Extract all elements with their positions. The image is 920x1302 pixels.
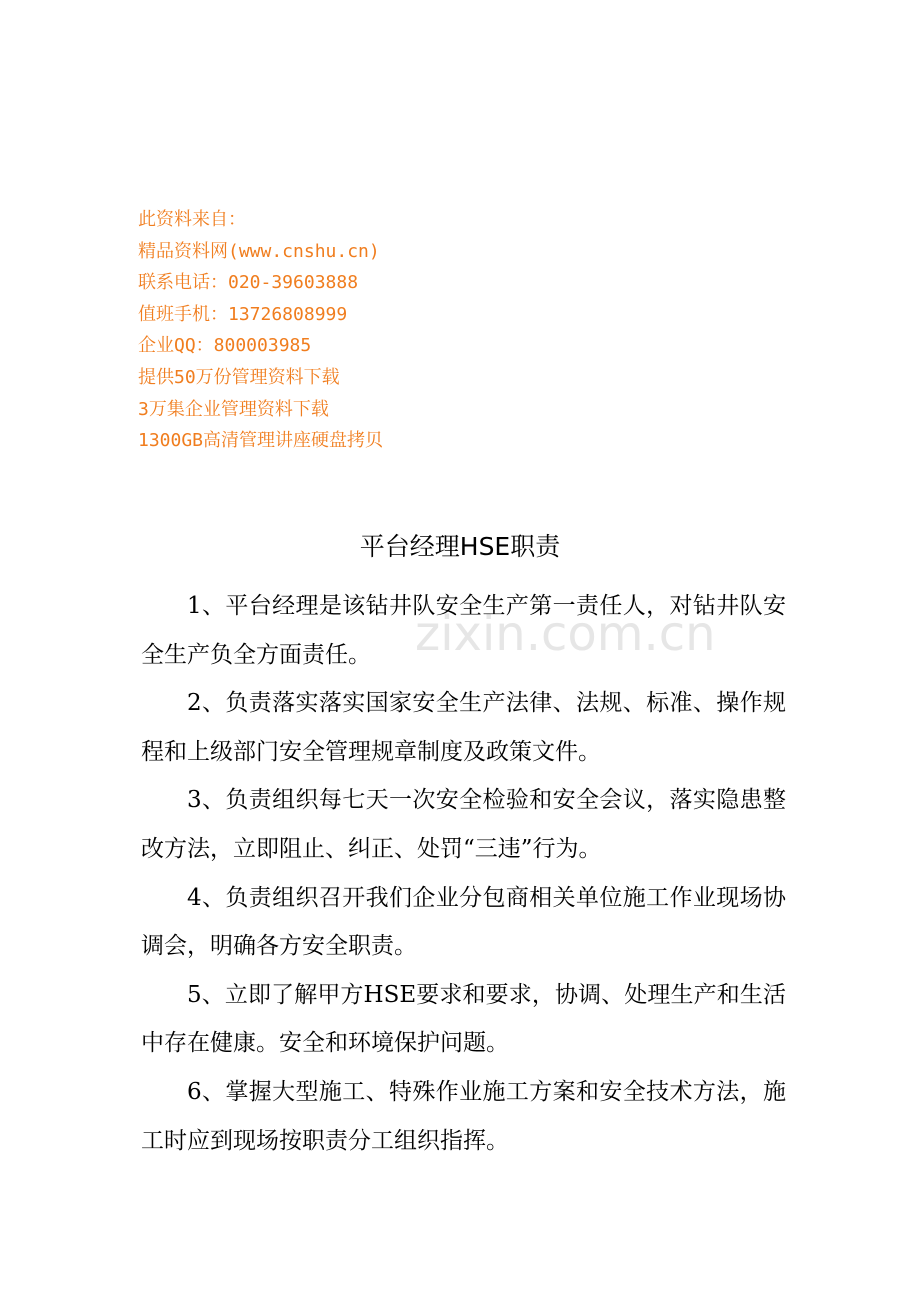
promo-line-mobile: 值班手机：13726808999 xyxy=(138,303,348,325)
promo-block xyxy=(138,204,383,457)
promo-line-source: 此资料来自： xyxy=(138,209,246,230)
promo-line-downloads: 提供50万份管理资料下载 xyxy=(138,366,340,388)
promo-line-lectures: 1300GB高清管理讲座硬盘拷贝 xyxy=(138,430,384,452)
duty-paragraph-4: 4、负责组织召开我们企业分包商相关单位施工作业现场协调会，明确各方安全职责。 xyxy=(141,884,786,960)
promo-line-website: 精品资料网(www.cnshu.cn) xyxy=(138,240,380,262)
promo-line-qq: 企业QQ：800003985 xyxy=(138,335,312,357)
promo-line-phone: 联系电话：020-39603888 xyxy=(138,272,359,294)
duty-paragraph-2: 2、负责落实落实国家安全生产法律、法规、标准、操作规程和上级部门安全管理规章制度及政策文件。 xyxy=(141,690,786,765)
duty-paragraph-3: 3、负责组织每七天一次安全检验和安全会议，落实隐患整改方法，立即阻止、纠正、处罚“三违”行为。 xyxy=(141,787,786,862)
duty-paragraph-1: 1、平台经理是该钻井队安全生产第一责任人，对钻井队安全生产负全方面责任。 xyxy=(141,593,786,668)
duty-paragraph-5: 5、立即了解甲方HSE要求和要求，协调、处理生产和生活中存在健康。安全和环境保护问题。 xyxy=(141,981,786,1057)
watermark: zixin.com.cn xyxy=(415,606,716,662)
promo-line-videos: 3万集企业管理资料下载 xyxy=(138,398,329,420)
document-title: 平台经理HSE职责 xyxy=(359,532,561,561)
document-body xyxy=(141,582,786,1165)
duty-paragraph-6: 6、掌握大型施工、特殊作业施工方案和安全技术方法，施工时应到现场按职责分工组织指挥。 xyxy=(141,1078,786,1154)
